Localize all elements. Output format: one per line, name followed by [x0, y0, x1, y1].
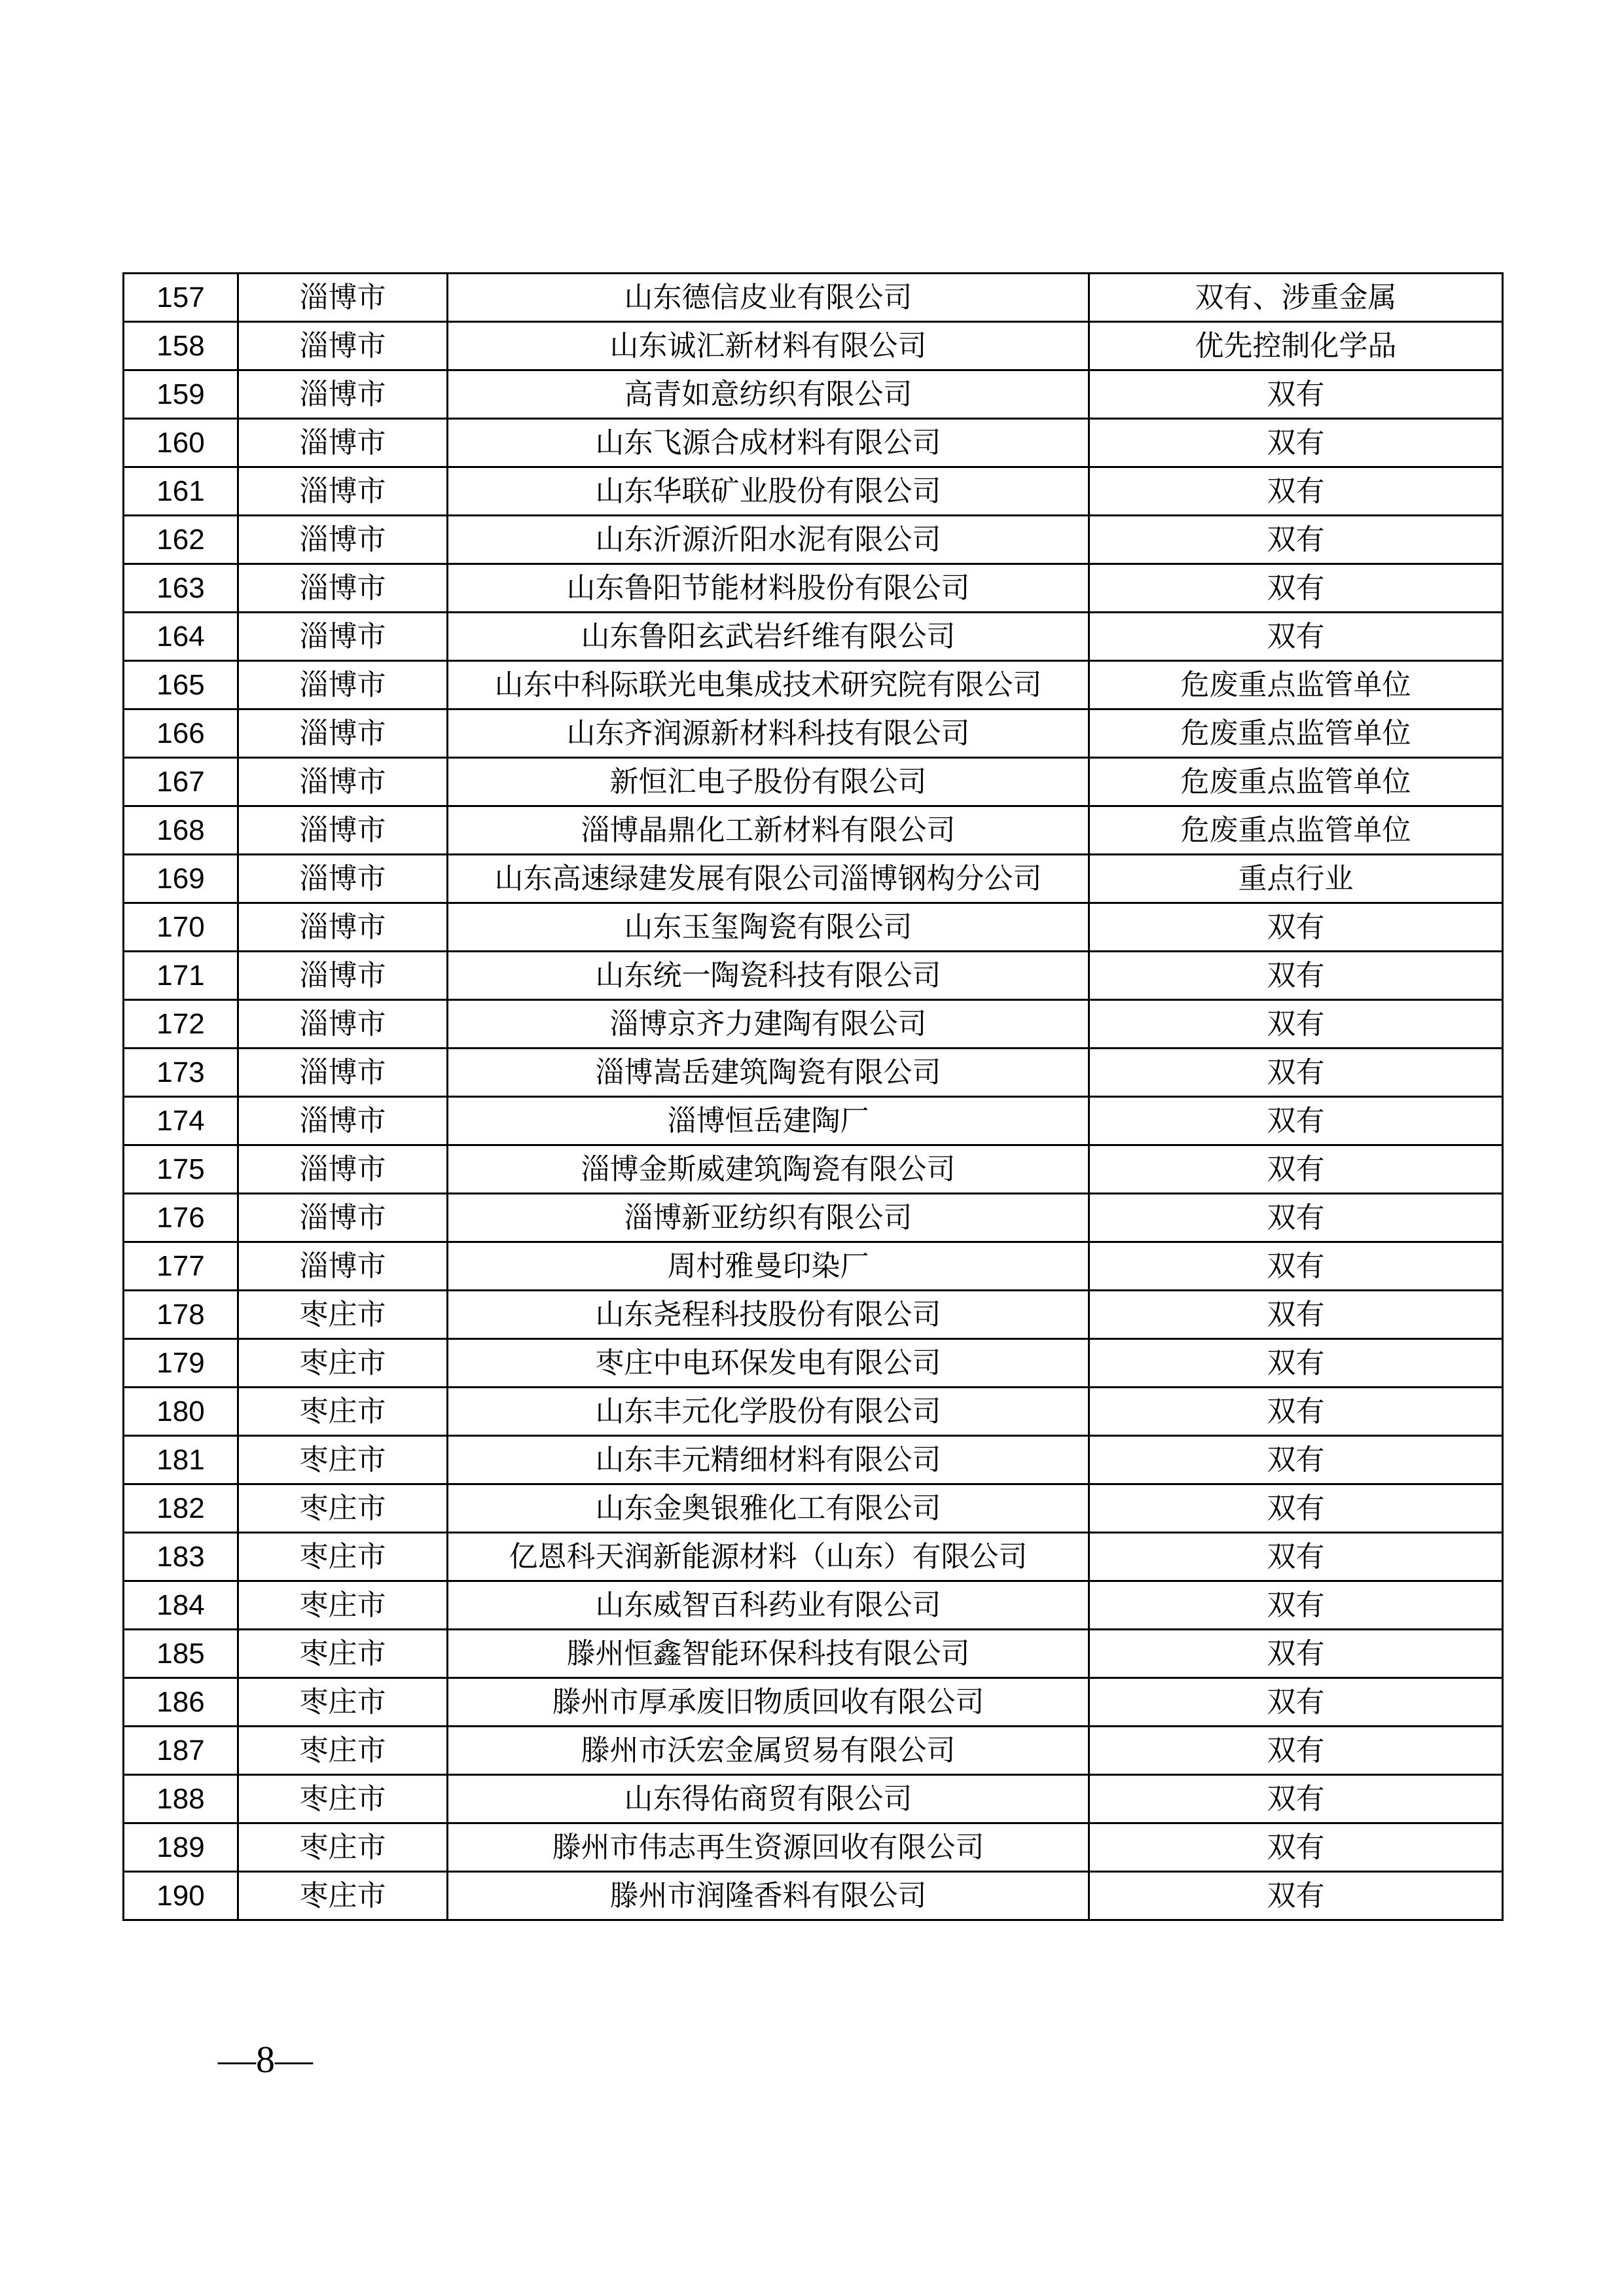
row-number-cell: 181: [124, 1436, 238, 1484]
row-number-cell: 172: [124, 1000, 238, 1049]
table-row: [124, 1194, 1503, 1242]
company-name-cell: 山东沂源沂阳水泥有限公司: [448, 516, 1089, 564]
category-cell: 双有: [1089, 419, 1503, 467]
category-cell: 双有、涉重金属: [1089, 274, 1503, 322]
table-row: [124, 1339, 1503, 1388]
company-name-cell: 淄博新亚纺织有限公司: [448, 1194, 1089, 1242]
company-name-cell: 淄博嵩岳建筑陶瓷有限公司: [448, 1049, 1089, 1097]
city-cell: 淄博市: [238, 613, 448, 661]
company-name-cell: 滕州恒鑫智能环保科技有限公司: [448, 1630, 1089, 1678]
city-cell: 枣庄市: [238, 1823, 448, 1872]
category-cell: 双有: [1089, 1049, 1503, 1097]
company-name-cell: 高青如意纺织有限公司: [448, 370, 1089, 419]
row-number-cell: 177: [124, 1242, 238, 1291]
table-row: [124, 613, 1503, 661]
category-cell: 优先控制化学品: [1089, 322, 1503, 370]
table-row: [124, 855, 1503, 903]
city-cell: 淄博市: [238, 903, 448, 952]
city-cell: 枣庄市: [238, 1678, 448, 1727]
table-row: [124, 322, 1503, 370]
category-cell: 双有: [1089, 1194, 1503, 1242]
city-cell: 淄博市: [238, 855, 448, 903]
city-cell: 淄博市: [238, 419, 448, 467]
city-cell: 淄博市: [238, 952, 448, 1000]
category-cell: 双有: [1089, 952, 1503, 1000]
company-name-cell: 山东鲁阳节能材料股份有限公司: [448, 564, 1089, 613]
company-name-cell: 淄博恒岳建陶厂: [448, 1097, 1089, 1145]
category-cell: 双有: [1089, 516, 1503, 564]
table-row: [124, 467, 1503, 516]
row-number-cell: 183: [124, 1533, 238, 1581]
enterprise-list-table: [122, 272, 1504, 1921]
company-name-cell: 滕州市伟志再生资源回收有限公司: [448, 1823, 1089, 1872]
row-number-cell: 163: [124, 564, 238, 613]
category-cell: 双有: [1089, 1630, 1503, 1678]
row-number-cell: 182: [124, 1484, 238, 1533]
row-number-cell: 157: [124, 274, 238, 322]
row-number-cell: 161: [124, 467, 238, 516]
company-name-cell: 山东华联矿业股份有限公司: [448, 467, 1089, 516]
row-number-cell: 186: [124, 1678, 238, 1727]
table-row: [124, 952, 1503, 1000]
company-name-cell: 山东中科际联光电集成技术研究院有限公司: [448, 661, 1089, 709]
row-number-cell: 158: [124, 322, 238, 370]
row-number-cell: 187: [124, 1727, 238, 1775]
table-row: [124, 1436, 1503, 1484]
city-cell: 枣庄市: [238, 1388, 448, 1436]
category-cell: 双有: [1089, 1145, 1503, 1194]
company-name-cell: 周村雅曼印染厂: [448, 1242, 1089, 1291]
city-cell: 淄博市: [238, 467, 448, 516]
category-cell: 双有: [1089, 1678, 1503, 1727]
row-number-cell: 167: [124, 758, 238, 806]
table-row: [124, 1533, 1503, 1581]
company-name-cell: 山东丰元精细材料有限公司: [448, 1436, 1089, 1484]
city-cell: 淄博市: [238, 1145, 448, 1194]
category-cell: 双有: [1089, 903, 1503, 952]
category-cell: 危废重点监管单位: [1089, 806, 1503, 855]
city-cell: 枣庄市: [238, 1533, 448, 1581]
company-name-cell: 新恒汇电子股份有限公司: [448, 758, 1089, 806]
city-cell: 枣庄市: [238, 1436, 448, 1484]
table-row: [124, 370, 1503, 419]
row-number-cell: 166: [124, 709, 238, 758]
table-row: [124, 1727, 1503, 1775]
category-cell: 危废重点监管单位: [1089, 661, 1503, 709]
city-cell: 淄博市: [238, 370, 448, 419]
company-name-cell: 山东鲁阳玄武岩纤维有限公司: [448, 613, 1089, 661]
row-number-cell: 175: [124, 1145, 238, 1194]
table-row: [124, 903, 1503, 952]
table-row: [124, 661, 1503, 709]
row-number-cell: 162: [124, 516, 238, 564]
company-name-cell: 滕州市润隆香料有限公司: [448, 1872, 1089, 1920]
city-cell: 淄博市: [238, 1242, 448, 1291]
table-row: [124, 1388, 1503, 1436]
category-cell: 双有: [1089, 1484, 1503, 1533]
row-number-cell: 160: [124, 419, 238, 467]
company-name-cell: 淄博晶鼎化工新材料有限公司: [448, 806, 1089, 855]
category-cell: 双有: [1089, 1823, 1503, 1872]
table-row: [124, 1678, 1503, 1727]
category-cell: 危废重点监管单位: [1089, 709, 1503, 758]
table-row: [124, 1242, 1503, 1291]
city-cell: 淄博市: [238, 806, 448, 855]
table-row: [124, 419, 1503, 467]
company-name-cell: 滕州市沃宏金属贸易有限公司: [448, 1727, 1089, 1775]
row-number-cell: 188: [124, 1775, 238, 1823]
company-name-cell: 淄博金斯威建筑陶瓷有限公司: [448, 1145, 1089, 1194]
table-row: [124, 1775, 1503, 1823]
table-row: [124, 516, 1503, 564]
category-cell: 双有: [1089, 1872, 1503, 1920]
company-name-cell: 亿恩科天润新能源材料（山东）有限公司: [448, 1533, 1089, 1581]
category-cell: 双有: [1089, 1581, 1503, 1630]
category-cell: 重点行业: [1089, 855, 1503, 903]
page-number: —8—: [218, 2038, 313, 2081]
table-row: [124, 1823, 1503, 1872]
row-number-cell: 185: [124, 1630, 238, 1678]
category-cell: 双有: [1089, 564, 1503, 613]
city-cell: 淄博市: [238, 516, 448, 564]
city-cell: 枣庄市: [238, 1727, 448, 1775]
category-cell: 双有: [1089, 613, 1503, 661]
city-cell: 淄博市: [238, 1097, 448, 1145]
company-name-cell: 枣庄中电环保发电有限公司: [448, 1339, 1089, 1388]
company-name-cell: 山东诚汇新材料有限公司: [448, 322, 1089, 370]
city-cell: 淄博市: [238, 1049, 448, 1097]
row-number-cell: 168: [124, 806, 238, 855]
city-cell: 淄博市: [238, 564, 448, 613]
row-number-cell: 169: [124, 855, 238, 903]
table-row: [124, 1097, 1503, 1145]
row-number-cell: 165: [124, 661, 238, 709]
category-cell: 双有: [1089, 1000, 1503, 1049]
city-cell: 枣庄市: [238, 1339, 448, 1388]
table-row: [124, 709, 1503, 758]
table-row: [124, 1291, 1503, 1339]
table-body: [124, 274, 1503, 1920]
table-row: [124, 274, 1503, 322]
row-number-cell: 173: [124, 1049, 238, 1097]
category-cell: 双有: [1089, 1775, 1503, 1823]
company-name-cell: 山东飞源合成材料有限公司: [448, 419, 1089, 467]
table-row: [124, 1630, 1503, 1678]
city-cell: 淄博市: [238, 274, 448, 322]
table-row: [124, 564, 1503, 613]
table-row: [124, 1581, 1503, 1630]
city-cell: 淄博市: [238, 661, 448, 709]
city-cell: 淄博市: [238, 1194, 448, 1242]
company-name-cell: 淄博京齐力建陶有限公司: [448, 1000, 1089, 1049]
company-name-cell: 山东高速绿建发展有限公司淄博钢构分公司: [448, 855, 1089, 903]
row-number-cell: 190: [124, 1872, 238, 1920]
city-cell: 枣庄市: [238, 1291, 448, 1339]
city-cell: 枣庄市: [238, 1872, 448, 1920]
row-number-cell: 176: [124, 1194, 238, 1242]
category-cell: 双有: [1089, 370, 1503, 419]
category-cell: 双有: [1089, 1388, 1503, 1436]
company-name-cell: 山东金奥银雅化工有限公司: [448, 1484, 1089, 1533]
city-cell: 枣庄市: [238, 1581, 448, 1630]
company-name-cell: 山东威智百科药业有限公司: [448, 1581, 1089, 1630]
company-name-cell: 山东统一陶瓷科技有限公司: [448, 952, 1089, 1000]
row-number-cell: 180: [124, 1388, 238, 1436]
category-cell: 双有: [1089, 1097, 1503, 1145]
city-cell: 淄博市: [238, 709, 448, 758]
company-name-cell: 山东得佑商贸有限公司: [448, 1775, 1089, 1823]
company-name-cell: 滕州市厚承废旧物质回收有限公司: [448, 1678, 1089, 1727]
row-number-cell: 164: [124, 613, 238, 661]
table-row: [124, 1049, 1503, 1097]
city-cell: 淄博市: [238, 322, 448, 370]
city-cell: 枣庄市: [238, 1484, 448, 1533]
category-cell: 危废重点监管单位: [1089, 758, 1503, 806]
category-cell: 双有: [1089, 1533, 1503, 1581]
table-row: [124, 1484, 1503, 1533]
company-name-cell: 山东尧程科技股份有限公司: [448, 1291, 1089, 1339]
row-number-cell: 179: [124, 1339, 238, 1388]
row-number-cell: 189: [124, 1823, 238, 1872]
row-number-cell: 171: [124, 952, 238, 1000]
company-name-cell: 山东齐润源新材料科技有限公司: [448, 709, 1089, 758]
row-number-cell: 170: [124, 903, 238, 952]
row-number-cell: 174: [124, 1097, 238, 1145]
category-cell: 双有: [1089, 1291, 1503, 1339]
category-cell: 双有: [1089, 467, 1503, 516]
company-name-cell: 山东丰元化学股份有限公司: [448, 1388, 1089, 1436]
category-cell: 双有: [1089, 1339, 1503, 1388]
category-cell: 双有: [1089, 1727, 1503, 1775]
category-cell: 双有: [1089, 1436, 1503, 1484]
city-cell: 枣庄市: [238, 1630, 448, 1678]
table-row: [124, 806, 1503, 855]
row-number-cell: 159: [124, 370, 238, 419]
row-number-cell: 178: [124, 1291, 238, 1339]
city-cell: 枣庄市: [238, 1775, 448, 1823]
city-cell: 淄博市: [238, 758, 448, 806]
table-row: [124, 758, 1503, 806]
table-row: [124, 1872, 1503, 1920]
city-cell: 淄博市: [238, 1000, 448, 1049]
category-cell: 双有: [1089, 1242, 1503, 1291]
table-row: [124, 1000, 1503, 1049]
table-row: [124, 1145, 1503, 1194]
row-number-cell: 184: [124, 1581, 238, 1630]
company-name-cell: 山东玉玺陶瓷有限公司: [448, 903, 1089, 952]
company-name-cell: 山东德信皮业有限公司: [448, 274, 1089, 322]
